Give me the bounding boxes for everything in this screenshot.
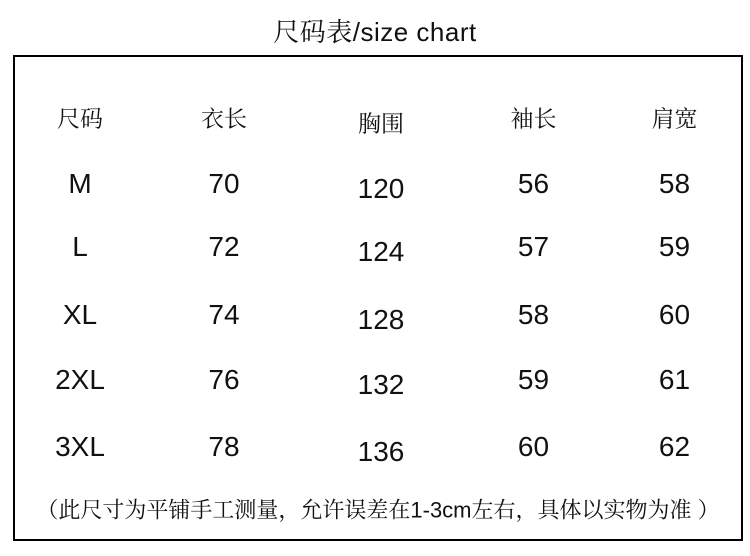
measurement-cell: 57 [517,231,550,262]
measurement-cell: 132 [357,369,405,400]
measurement-cell: 61 [658,364,691,395]
measurement-cell: 74 [208,299,240,330]
measurement-cell: 59 [658,231,691,262]
table-row [15,168,741,204]
measurement-cell: 128 [357,304,405,335]
measurement-cell: 70 [208,168,240,199]
column-header-sleeve: 袖长 [510,105,557,132]
table-row [15,299,741,335]
measurement-cell: 120 [357,173,405,204]
measurement-cell: 58 [658,168,691,199]
measurement-cell: 60 [658,299,691,330]
measurement-cell: 62 [658,431,691,462]
size-label-cell: XL [62,299,98,330]
column-header-size: 尺码 [57,105,103,132]
measurement-cell: 78 [208,431,240,462]
size-label-cell: 2XL [55,364,105,395]
size-label-cell: 3XL [55,431,105,462]
measurement-cell: 124 [357,236,405,267]
page-title: 尺码表/size chart [273,17,477,47]
table-row [15,364,741,400]
measurement-note: （此尺寸为平铺手工测量，允许误差在1-3cm左右，具体以实物为准 ） [36,497,720,523]
measurement-cell: 72 [208,231,240,262]
size-chart-table [13,55,743,541]
table-row [15,431,741,467]
table-header-row [15,101,741,137]
table-row [15,231,741,267]
measurement-cell: 58 [517,299,550,330]
measurement-cell: 76 [208,364,240,395]
size-label-cell: L [72,231,88,262]
column-header-shoulder: 肩宽 [651,105,698,132]
measurement-cell: 136 [357,436,405,467]
column-header-bust: 胸围 [358,110,404,137]
size-label-cell: M [68,168,92,199]
measurement-cell: 59 [517,364,550,395]
measurement-cell: 56 [517,168,550,199]
column-header-length: 衣长 [201,105,247,132]
measurement-cell: 60 [517,431,550,462]
